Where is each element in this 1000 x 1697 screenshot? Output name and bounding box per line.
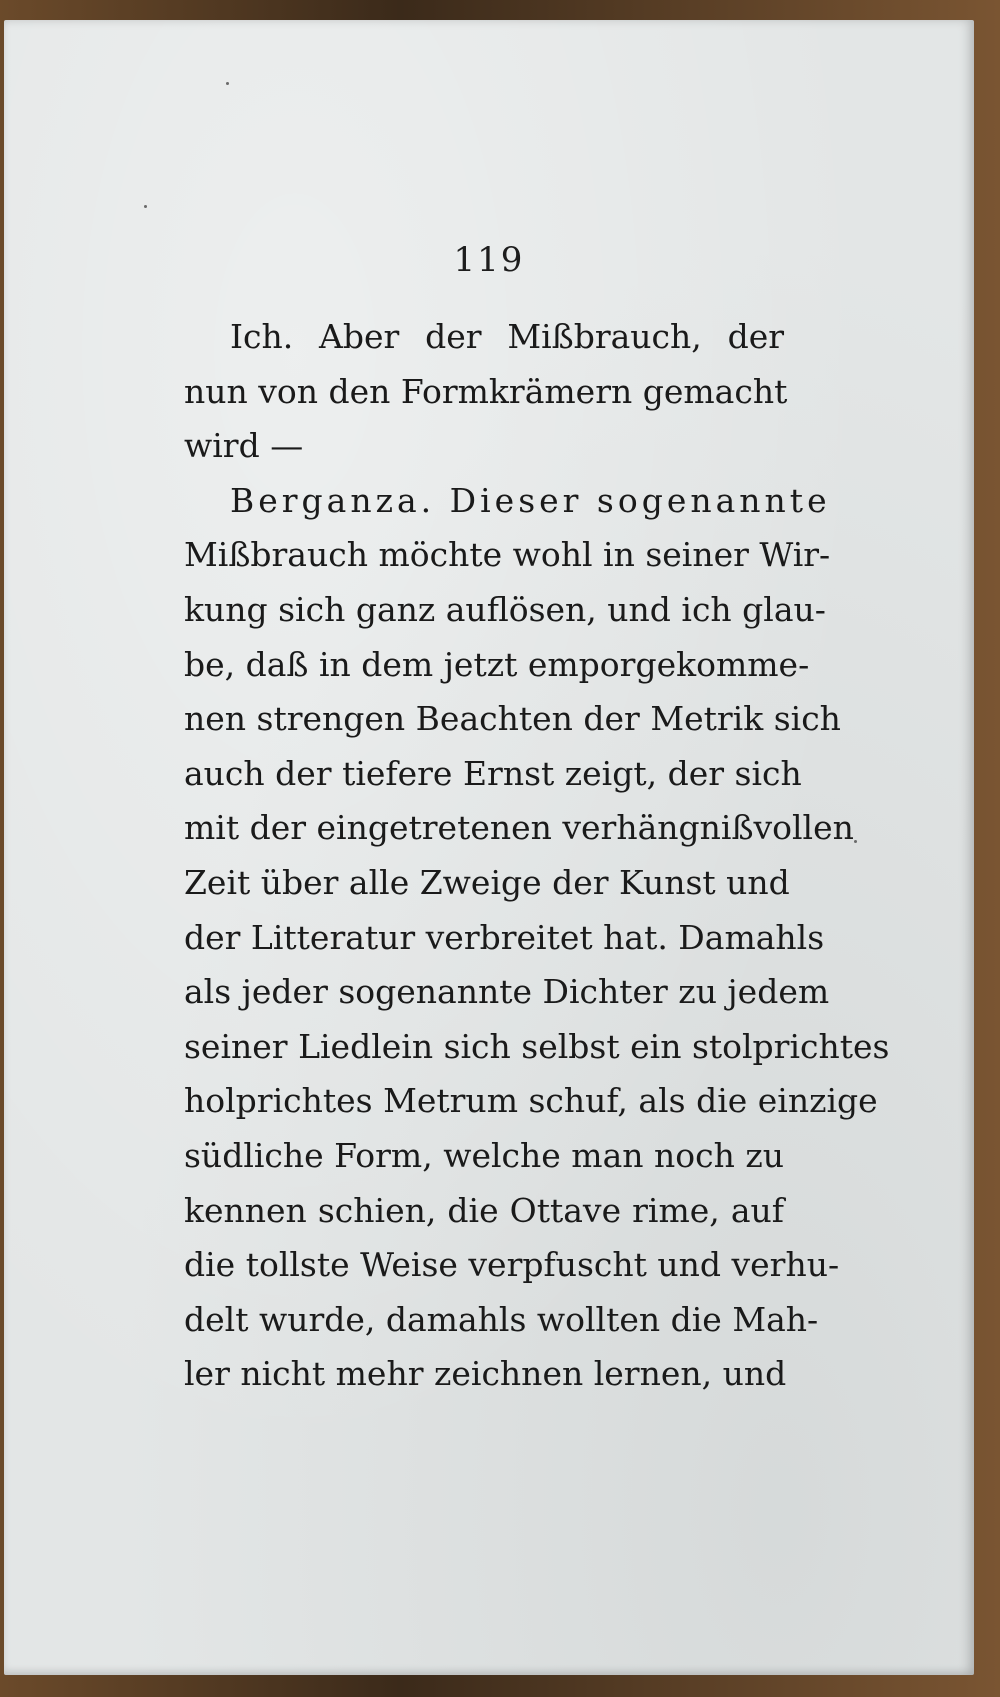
- text-line: delt wurde, damahls wollten die Mah-: [184, 1299, 819, 1339]
- text-line: ler nicht mehr zeichnen lernen, und: [184, 1354, 787, 1394]
- text-line: Berganza. Dieser sogenannte: [230, 480, 831, 520]
- text-line: Zeit über alle Zweige der Kunst und: [184, 862, 790, 902]
- text-line: holprichtes Metrum schuf, als die einzige: [184, 1081, 878, 1121]
- text-line: auch der tiefere Ernst zeigt, der sich: [184, 753, 802, 793]
- text-line: nen strengen Beachten der Metrik sich: [184, 699, 841, 739]
- text-line: mit der eingetretenen verhängnißvollen: [184, 808, 854, 848]
- text-line: kennen schien, die Ottave rime, auf: [184, 1190, 784, 1230]
- text-line: Mißbrauch möchte wohl in seiner Wir-: [184, 535, 831, 575]
- text-line: als jeder sogenannte Dichter zu jedem: [184, 972, 830, 1012]
- text-line: kung sich ganz auflösen, und ich glau-: [184, 589, 826, 629]
- text-line: seiner Liedlein sich selbst ein stolprichtes: [184, 1026, 890, 1066]
- text-line: nun von den Formkrämern gemacht: [184, 371, 788, 411]
- text-line: der Litteratur verbreitet hat. Damahls: [184, 917, 825, 957]
- text-line: wird —: [184, 426, 304, 466]
- paper-speck: [854, 840, 857, 843]
- text-line: be, daß in dem jetzt emporgekomme-: [184, 644, 810, 684]
- text-line: südliche Form, welche man noch zu: [184, 1135, 784, 1175]
- paper-speck: [144, 205, 147, 208]
- book-page: [4, 20, 974, 1675]
- paper-speck: [226, 82, 229, 85]
- text-line: Ich. Aber der Mißbrauch, der: [230, 317, 784, 356]
- page-number: 119: [453, 240, 525, 280]
- body-text: [184, 310, 890, 1402]
- text-line: die tollste Weise verpfuscht und verhu-: [184, 1245, 840, 1285]
